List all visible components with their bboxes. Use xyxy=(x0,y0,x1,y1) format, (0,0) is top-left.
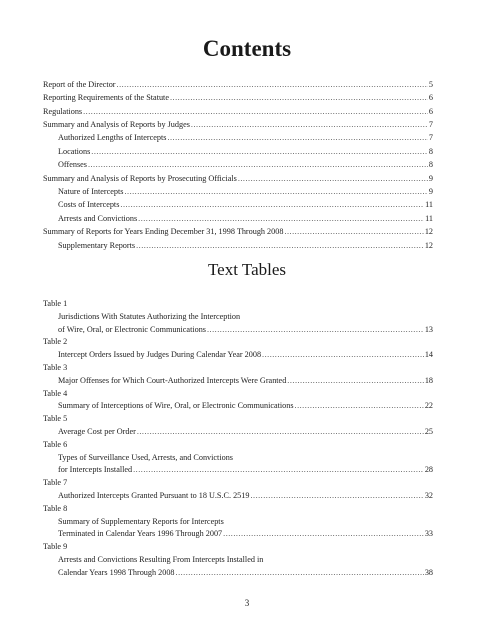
entry-page-number: 5 xyxy=(428,80,433,89)
table-heading: Table 6 xyxy=(43,439,68,449)
entry-label: Calendar Years 1998 Through 2008 xyxy=(58,567,175,577)
entry-page-number: 8 xyxy=(428,146,433,156)
table-heading: Table 5 xyxy=(43,414,68,424)
entry-label: Average Cost per Order xyxy=(58,426,136,436)
entry-label: Costs of Intercepts xyxy=(58,200,120,210)
table-heading: Table 8 xyxy=(43,503,68,513)
entry-page-number: 22 xyxy=(424,401,433,411)
entry-page-number: 7 xyxy=(428,119,433,129)
toc-entry[interactable] xyxy=(43,225,433,238)
table-heading: Table 7 xyxy=(43,478,68,488)
table-entry[interactable] xyxy=(43,464,433,477)
entry-label: Authorized Lengths of Intercepts xyxy=(58,133,167,143)
table-entry[interactable] xyxy=(43,324,433,337)
entry-label: Terminated in Calendar Years 1996 Through 2007 xyxy=(58,529,223,539)
dot-leader xyxy=(176,567,424,580)
table-description-line: Arrests and Convictions Resulting From Intercepts Installed in xyxy=(58,554,264,564)
entry-page-number: 25 xyxy=(424,426,433,436)
entry-label: Report of the Director xyxy=(43,80,116,89)
table-heading: Table 1 xyxy=(43,299,68,308)
dot-leader xyxy=(284,225,423,238)
table-description-line: Jurisdictions With Statutes Authorizing the Interception xyxy=(58,311,241,321)
entry-page-number: 12 xyxy=(424,240,433,250)
entry-page-number: 18 xyxy=(424,375,433,385)
entry-page-number: 14 xyxy=(424,350,433,360)
table-description-line: Summary of Supplementary Reports for Intercepts xyxy=(58,516,224,526)
dot-leader xyxy=(238,172,428,185)
entry-page-number: 28 xyxy=(424,465,433,475)
table-heading: Table 4 xyxy=(43,388,68,398)
entry-page-number: 13 xyxy=(424,324,433,334)
table-heading: Table 9 xyxy=(43,542,68,552)
toc-entry[interactable] xyxy=(43,185,433,199)
entry-label: Summary of Reports for Years Ending December 31, 1998 Through 2008 xyxy=(43,227,284,237)
dot-leader xyxy=(133,464,424,477)
toc-entry[interactable] xyxy=(43,239,433,253)
entry-page-number: 9 xyxy=(428,173,433,183)
toc-entry[interactable] xyxy=(43,118,433,131)
contents-title: Contents xyxy=(202,36,292,61)
toc-entry[interactable] xyxy=(43,198,433,212)
toc-entry[interactable] xyxy=(43,131,433,145)
dot-leader xyxy=(170,91,428,104)
dot-leader xyxy=(262,349,424,362)
table-heading: Table 3 xyxy=(43,362,68,372)
entry-label: for Intercepts Installed xyxy=(58,465,133,475)
entry-label: Offenses xyxy=(58,160,87,170)
entry-page-number: 33 xyxy=(424,529,433,539)
entry-page-number: 6 xyxy=(428,93,433,103)
dot-leader xyxy=(91,145,428,159)
entry-label: Locations xyxy=(58,146,91,156)
dot-leader xyxy=(83,105,428,118)
toc-entry[interactable] xyxy=(43,158,433,172)
entry-label: Supplementary Reports xyxy=(58,240,136,250)
dot-leader xyxy=(124,185,427,199)
entry-label: Nature of Intercepts xyxy=(58,186,124,196)
toc-entry[interactable] xyxy=(43,145,433,159)
table-entry[interactable] xyxy=(43,567,433,580)
dot-leader xyxy=(137,426,424,439)
toc-entry[interactable] xyxy=(43,91,433,104)
entry-label: of Wire, Oral, or Electronic Communications xyxy=(58,324,206,334)
entry-page-number: 11 xyxy=(425,200,433,210)
table-entry[interactable] xyxy=(43,400,433,413)
toc-entry[interactable] xyxy=(43,78,433,91)
entry-label: Authorized Intercepts Granted Pursuant to 18 U.S.C. 2519 xyxy=(58,490,250,500)
table-of-contents xyxy=(43,78,433,252)
table-heading: Table 2 xyxy=(43,337,68,347)
dot-leader xyxy=(88,158,428,172)
table-entry[interactable] xyxy=(43,490,433,503)
text-tables-list xyxy=(43,298,433,580)
dot-leader xyxy=(117,78,428,91)
entry-label: Regulations xyxy=(43,106,83,116)
table-entry[interactable] xyxy=(43,375,433,388)
dot-leader xyxy=(207,324,424,337)
toc-entry[interactable] xyxy=(43,105,433,118)
dot-leader xyxy=(287,375,424,388)
dot-leader xyxy=(138,212,424,226)
entry-page-number: 8 xyxy=(428,160,433,170)
entry-page-number: 11 xyxy=(425,213,433,223)
entry-label: Summary of Interceptions of Wire, Oral, or Electronic Communications xyxy=(58,401,294,411)
entry-page-number: 32 xyxy=(424,490,433,500)
toc-entry[interactable] xyxy=(43,212,433,226)
table-entry[interactable] xyxy=(43,528,433,541)
toc-entry[interactable] xyxy=(43,172,433,185)
entry-page-number: 7 xyxy=(428,133,433,143)
table-entry[interactable] xyxy=(43,349,433,362)
entry-label: Summary and Analysis of Reports by Judges xyxy=(43,119,190,129)
dot-leader xyxy=(250,490,423,503)
entry-label: Summary and Analysis of Reports by Prosecuting Officials xyxy=(43,173,237,183)
entry-label: Arrests and Convictions xyxy=(58,213,138,223)
dot-leader xyxy=(223,528,424,541)
entry-page-number: 6 xyxy=(428,106,433,116)
dot-leader xyxy=(167,131,427,145)
entry-page-number: 9 xyxy=(428,186,433,196)
entry-page-number: 38 xyxy=(424,567,433,577)
entry-label: Reporting Requirements of the Statute xyxy=(43,93,169,103)
table-description-line: Types of Surveillance Used, Arrests, and Convictions xyxy=(58,452,233,462)
dot-leader xyxy=(191,118,428,131)
page-number: 3 xyxy=(244,598,250,608)
text-tables-title: Text Tables xyxy=(207,260,287,279)
dot-leader xyxy=(136,239,424,253)
entry-label: Intercept Orders Issued by Judges During Calendar Year 2008 xyxy=(58,350,262,360)
dot-leader xyxy=(295,400,424,413)
entry-page-number: 12 xyxy=(424,227,433,237)
table-entry[interactable] xyxy=(43,426,433,439)
dot-leader xyxy=(120,198,424,212)
entry-label: Major Offenses for Which Court-Authorized Intercepts Were Granted xyxy=(58,375,287,385)
